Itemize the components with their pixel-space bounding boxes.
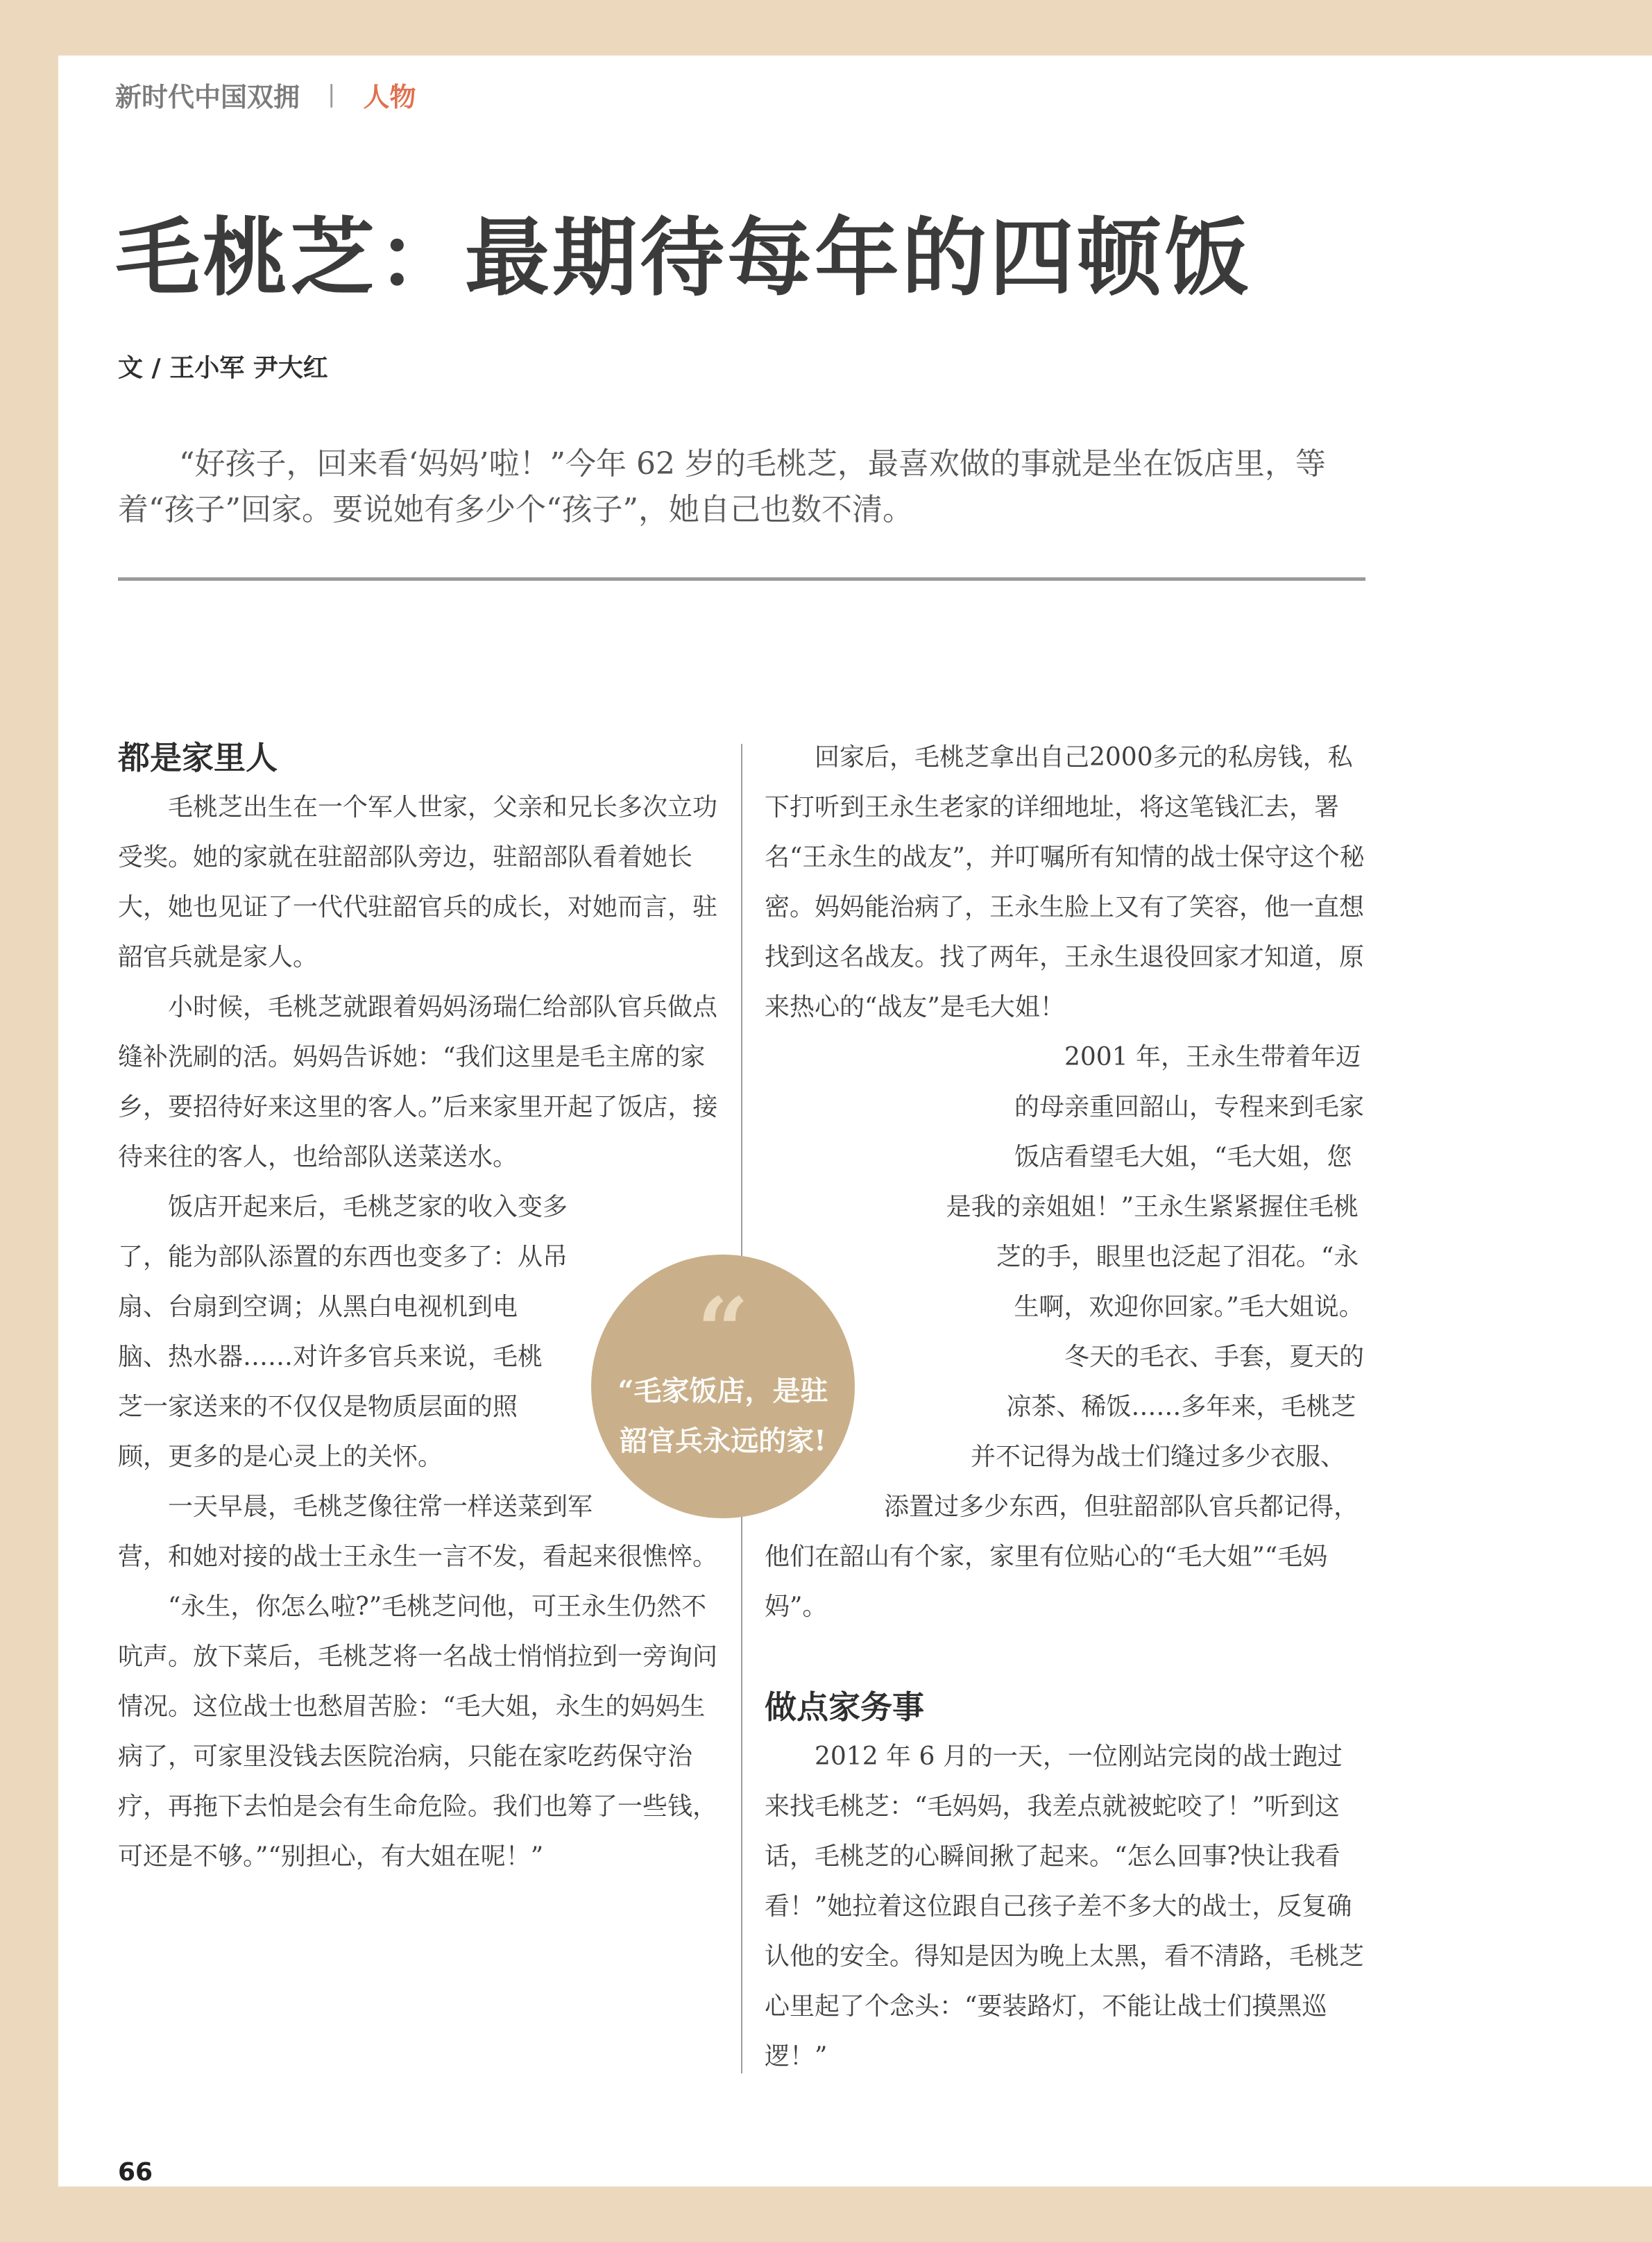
pull-quote [591,1255,855,1518]
body-paragraph: 冬天的毛衣、手套，夏天的凉茶、稀饭……多年来，毛桃芝并不记得为战士们缝过多少衣服、添置过多少东西，但驻韶部队官兵都记得，他们在韶山有个家，家里有位贴心的“毛大姐”“毛妈妈”。 [765,1343,1365,1621]
body-paragraph: “永生，你怎么啦?”毛桃芝问他，可王永生仍然不吭声。放下菜后，毛桃芝将一名战士悄悄拉到一旁询问情况。这位战士也愁眉苦脸：“毛大姐，永生的妈妈生病了，可家里没钱去医院治病，只能在家吃药保守治疗，再拖下去怕是会有生命危险。我们也筹了一些钱，可还是不够。”“别担心，有大姐在呢！” [118,1593,718,1871]
section-label: 人物 [363,81,416,112]
body-paragraph: 小时候，毛桃芝就跟着妈妈汤瑞仁给部队官兵做点缝补洗刷的活。妈妈告诉她：“我们这里是毛主席的家乡，要招待好来这里的客人。”后来家里开起了饭店，接待来往的客人，也给部队送菜送水。 [118,993,718,1171]
lede-paragraph: “好孩子，回来看‘妈妈’啦！”今年 62 岁的毛桃芝，最喜欢做的事就是坐在饭店里，等着“孩子”回家。要说她有多少个“孩子”，她自己也数不清。 [118,446,1326,527]
body-paragraph: 2001 年，王永生带着年迈的母亲重回韶山，专程来到毛家饭店看望毛大姐，“毛大姐，您是我的亲姐姐！”王永生紧紧握住毛桃芝的手，眼里也泛起了泪花。“永生啊，欢迎你回家。”毛大姐说。 [946,1043,1365,1321]
section-heading: 都是家里人 [118,739,278,776]
body-paragraph: 一天早晨，毛桃芝像往常一样送菜到军营，和她对接的战士王永生一言不发，看起来很憔悴。 [118,1493,718,1571]
lede-divider [118,577,1365,581]
body-paragraph: 饭店开起来后，毛桃芝家的收入变多了，能为部队添置的东西也变多了：从吊扇、台扇到空调；从黑白电视机到电脑、热水器……对许多官兵来说，毛桃芝一家送来的不仅仅是物质层面的照顾，更多的是心灵上的关怀。 [118,1193,568,1471]
quote-mark-icon: “ [697,1277,749,1384]
magazine-name: 新时代中国双拥 [115,81,300,112]
body-paragraph: 2012 年 6 月的一天，一位刚站完岗的战士跑过来找毛桃芝：“毛妈妈，我差点就被蛇咬了！”听到这话，毛桃芝的心瞬间揪了起来。“怎么回事?快让我看看！”她拉着这位跟自己孩子差不多大的战士，反复确认他的安全。得知是因为晚上太黑，看不清路，毛桃芝心里起了个念头：“要装路灯，不能让战士们摸黑巡逻！” [765,1742,1365,2071]
body-paragraph: 毛桃芝出生在一个军人世家，父亲和兄长多次立功受奖。她的家就在驻韶部队旁边，驻韶部队看着她长大，她也见证了一代代驻韶官兵的成长，对她而言，驻韶官兵就是家人。 [118,793,718,971]
float-spacer [765,1033,1014,1182]
page-number: 66 [118,2158,153,2186]
pull-quote-text: “毛家饭店，是驻韶官兵永远的家! [618,1375,828,1457]
article-title: 毛桃芝：最期待每年的四顿饭 [115,207,1252,307]
body-paragraph: 回家后，毛桃芝拿出自己2000多元的私房钱，私下打听到王永生老家的详细地址，将这笔钱汇去，署名“王永生的战友”，并叮嘱所有知情的战士保守这个秘密。妈妈能治病了，王永生脸上又有了笑容，他一直想找到这名战友。找了两年，王永生退役回家才知道，原来热心的“战友”是毛大姐！ [765,743,1365,1021]
magazine-header [115,75,416,114]
header-separator: | [327,80,336,108]
byline: 文 / 王小军 尹大红 [118,354,328,382]
right-column [765,733,1367,2082]
section-heading: 做点家务事 [765,1688,924,1726]
